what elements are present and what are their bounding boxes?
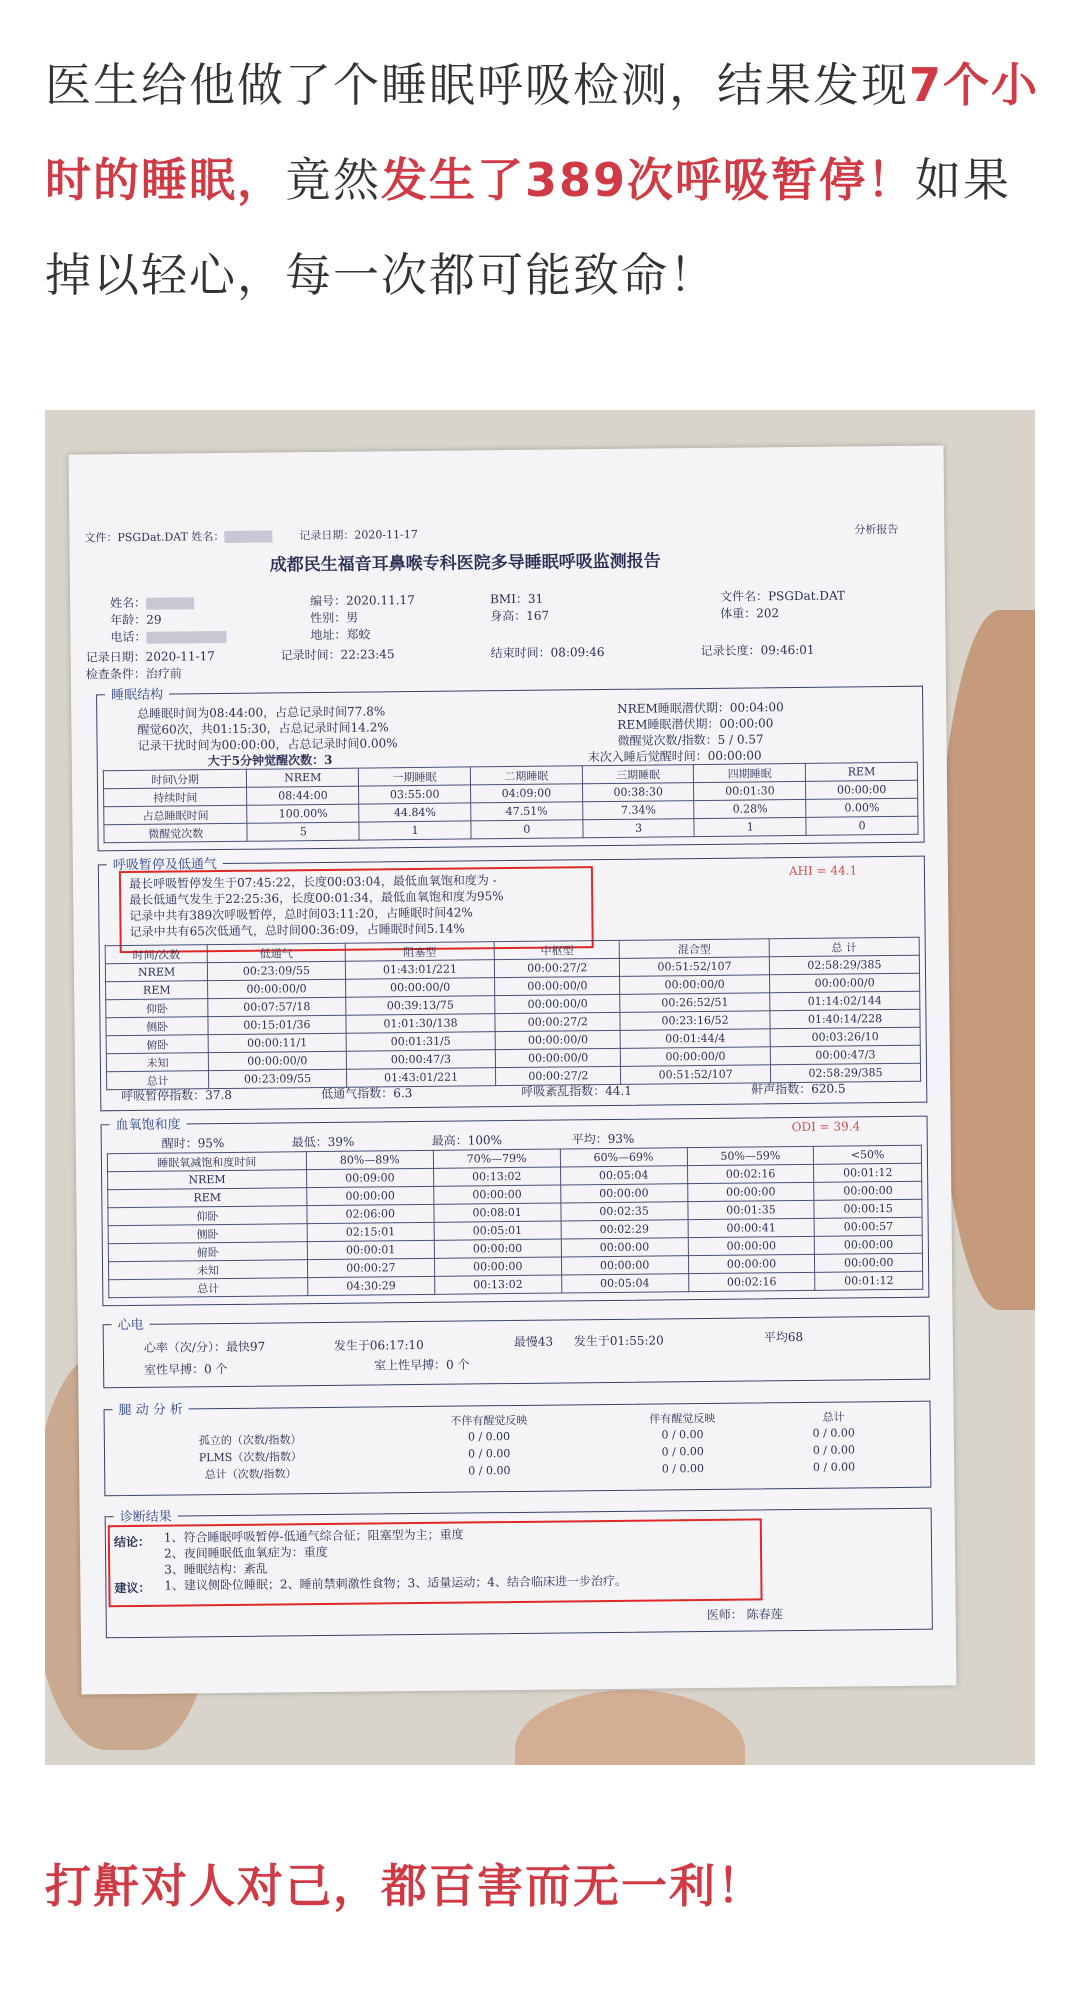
ecg-average: 平均68 xyxy=(763,1329,804,1345)
ecg-section xyxy=(103,1316,931,1389)
oxygen-min: 最低：39% xyxy=(291,1134,355,1150)
advice-label: 建议： xyxy=(114,1580,151,1596)
file-line: 文件：PSGDat.DAT 姓名： xyxy=(84,527,272,545)
table-row: 持续时间 08:44:00 03:55:00 04:09:00 00:38:30 00:01:30 00:00:00 xyxy=(104,780,918,807)
ecg-slowest: 最慢43 xyxy=(513,1334,554,1350)
info-name: 姓名： xyxy=(110,593,194,611)
thumb xyxy=(515,1690,745,1765)
table-row: 仰卧 02:06:00 00:08:01 00:02:35 00:01:35 00:00:15 xyxy=(108,1199,922,1226)
info-rec-time: 记录时间：22:23:45 xyxy=(280,647,395,663)
table-row: PLMS（次数/指数） 0 / 0.00 0 / 0.00 0 / 0.00 xyxy=(198,1443,856,1464)
table-row: 孤立的（次数/指数） 0 / 0.00 0 / 0.00 0 / 0.00 xyxy=(198,1426,855,1447)
diagnosis-label: 诊断结果 xyxy=(114,1506,178,1526)
info-record-date: 记录日期：2020-11-17 xyxy=(85,649,215,665)
record-date-top: 记录日期：2020-11-17 xyxy=(299,527,418,543)
apnea-line: 记录中共有389次呼吸暂停，总时间03:11:20，占睡眠时间42% xyxy=(129,905,473,924)
conclusion-3: 3、睡眠结构：紊乱 xyxy=(164,1561,268,1577)
table-row: 总计（次数/指数） 0 / 0.00 0 / 0.00 0 / 0.00 xyxy=(204,1460,856,1481)
table-row: 俯卧 00:00:11/1 00:01:31/5 00:00:00/0 00:01:44/4 00:03:26/10 xyxy=(106,1027,920,1054)
apnea-index: 呼吸暂停指数：37.8 xyxy=(121,1087,233,1104)
apnea-section xyxy=(98,856,928,1112)
apnea-line: 记录中共有65次低通气，总时间00:36:09，占睡眠时间5.14% xyxy=(129,921,465,940)
odi-value: ODI = 39.4 xyxy=(791,1119,861,1135)
analysis-label: 分析报告 xyxy=(854,522,899,537)
ecg-heart-rate: 心率（次/分）：最快97 xyxy=(143,1339,266,1355)
report-photo xyxy=(45,410,1035,1765)
table-row: 微醒觉次数 5 1 0 3 1 0 xyxy=(104,816,918,843)
table-row: 占总睡眠时间 100.00% 44.84% 47.51% 7.34% 0.28% 0.00% xyxy=(104,798,918,825)
table-row: 侧卧 00:15:01/36 01:01:30/138 00:00:27/2 00:23:16/52 01:40:14/228 xyxy=(106,1009,920,1036)
leg-label: 腿 动 分 析 xyxy=(112,1398,189,1418)
snore-index: 鼾声指数：620.5 xyxy=(751,1081,846,1097)
table-row: REM 00:00:00/0 00:00:00/0 00:00:00/0 00:00:00/0 00:00:00/0 xyxy=(106,973,920,1000)
oxygen-table: 睡眠氧减饱和度时间 80%—89% 70%—79% 60%—69% 50%—59% <50% NREM 00:09:00 00:13:02 00:05:04 00:02:16 00:01:12 REM 00:00:00 00:00:00 00:00:00 00:00:00 00:00:00 仰卧 02:06:00 00:08:01 00:02:35 00:01:35 00:00:15 侧卧 02:15:01 00:05:01 00:02:29 00:00:41 00:00:57 俯卧 00:00:01 00:00:00 00:00:00 00:00:00 00:00:00 未知 00:00:27 00:00:00 00:00:00 00:00:00 00:00:00 总计 04:30:29 00:13:02 00:05:04 00:02:16 00:01:12 xyxy=(107,1145,923,1299)
apnea-table: 时间/次数 低通气 阻塞型 中枢型 混合型 总 计 NREM 00:23:09/55 01:43:01/221 00:00:27/2 00:51:52/107 02:58:29/385 REM 00:00:00/0 00:00:00/0 00:00:00/0 00:00:00/0 00:00:00/0 仰卧 00:07:57/18 00:39:13/75 00:00:00/0 00:26:52/51 01:14:02/144 侧卧 00:15:01/36 01:01:30/138 00:00:27/2 00:23:16/52 01:40:14/228 俯卧 00:00:11/1 00:01:31/5 00:00:00/0 00:01:44/4 00:03:26/10 未知 00:00:00/0 00:00:47/3 00:00:00/0 00:00:00/0 00:00:47/3 总计 00:23:09/55 01:43:01/221 00:00:27/2 00:51:52/107 02:58:29/385 xyxy=(105,937,921,1091)
info-condition: 检查条件：治疗前 xyxy=(85,666,182,682)
headline xyxy=(45,38,1045,323)
apnea-label: 呼吸暂停及低通气 xyxy=(107,853,223,873)
info-end-time: 结束时间：08:09:46 xyxy=(490,645,605,661)
sleep-right: 微醒觉次数/指数：5 / 0.57 xyxy=(617,732,764,748)
table-row: NREM 00:23:09/55 01:43:01/221 00:00:27/2 00:51:52/107 02:58:29/385 xyxy=(105,955,919,982)
ecg-label: 心电 xyxy=(112,1314,150,1333)
headline-highlight-1: 7个小时的睡眠， xyxy=(45,58,1040,207)
ecg-fast-time: 发生于06:17:10 xyxy=(333,1337,424,1353)
conclusion-1: 1、符合睡眠呼吸暂停-低通气综合征；阻塞型为主；重度 xyxy=(163,1527,464,1545)
sleep-line: 醒觉60次，共01:15:30，占总记录时间14.2% xyxy=(137,720,389,737)
report-paper xyxy=(69,445,957,1694)
ecg-sve: 室上性早搏：0 个 xyxy=(374,1357,470,1373)
hypopnea-index: 低通气指数：6.3 xyxy=(321,1086,413,1102)
oxygen-awake: 醒时：95% xyxy=(161,1136,225,1151)
sleep-line: 大于5分钟觉醒次数：3 xyxy=(207,752,333,769)
oxygen-section xyxy=(101,1116,930,1307)
leg-section xyxy=(104,1401,932,1497)
footer-slogan: 打鼾对人对己，都百害而无一利！ xyxy=(45,1859,765,1913)
sleep-line: 记录干扰时间为00:00:00，占总记录时间0.00% xyxy=(137,736,398,753)
oxygen-avg: 平均：93% xyxy=(571,1131,635,1147)
rdi-index: 呼吸紊乱指数：44.1 xyxy=(521,1083,633,1099)
sleep-table: 时间\分期 NREM 一期睡眠 二期睡眠 三期睡眠 四期睡眠 REM 持续时间 08:44:00 03:55:00 04:09:00 00:38:30 00:01:30 00:00:00 占总睡眠时间 100.00% 44.84% 47.51% 7.34% 0.28% 0.00% 微醒觉次数 5 1 0 3 1 0 xyxy=(103,762,919,844)
headline-highlight-2: 发生了389次呼吸暂停！ xyxy=(381,153,916,207)
oxygen-label: 血氧饱和度 xyxy=(109,1113,186,1133)
info-address: 地址：郑蛟 xyxy=(310,627,371,643)
report-title: 成都民生福音耳鼻喉专科医院多导睡眠呼吸监测报告 xyxy=(269,551,661,576)
table-row: 总计 00:23:09/55 01:43:01/221 00:00:27/2 00:51:52/107 02:58:29/385 xyxy=(106,1063,920,1090)
sleep-structure-section xyxy=(96,686,925,852)
table-row: 仰卧 00:07:57/18 00:39:13/75 00:00:00/0 00:26:52/51 01:14:02/144 xyxy=(106,991,920,1018)
apnea-line: 最长低通气发生于22:25:36，长度00:01:34，最低血氧饱和度为95% xyxy=(129,889,504,908)
advice-text: 1、建议侧卧位睡眠；2、睡前禁刺激性食物；3、适量运动；4、结合临床进一步治疗。 xyxy=(164,1573,627,1593)
headline-text-1: 医生给他做了个睡眠呼吸检测，结果发现 xyxy=(45,58,909,112)
oxygen-max: 最高：100% xyxy=(431,1133,503,1148)
info-filename: 文件名：PSGDat.DAT xyxy=(719,588,846,604)
table-row: NREM 00:09:00 00:13:02 00:05:04 00:02:16 00:01:12 xyxy=(108,1163,922,1190)
table-row: 未知 00:00:00/0 00:00:47/3 00:00:00/0 00:00:00/0 00:00:47/3 xyxy=(106,1045,920,1072)
info-gender: 性别：男 xyxy=(310,610,359,626)
sleep-structure-label: 睡眠结构 xyxy=(105,684,169,704)
headline-text-2: 竟然 xyxy=(285,153,381,207)
table-row: 侧卧 02:15:01 00:05:01 00:02:29 00:00:41 00:00:57 xyxy=(108,1217,922,1244)
info-bmi: BMI：31 xyxy=(489,591,544,607)
apnea-line: 最长呼吸暂停发生于07:45:22，长度00:03:04，最低血氧饱和度为 - xyxy=(128,873,497,892)
info-phone: 电话： xyxy=(110,627,226,645)
info-number: 编号：2020.11.17 xyxy=(310,592,415,609)
ahi-value: AHI = 44.1 xyxy=(788,863,858,879)
leg-table: 不伴有醒觉反映 伴有醒觉反映 总计 孤立的（次数/指数） 0 / 0.00 0 / 0.00 0 / 0.00 PLMS（次数/指数） 0 / 0.00 0 / 0.00 0 / 0.00 总计（次数/指数） 0 / 0.00 0 / 0.00 0 / 0.00 xyxy=(115,1407,896,1483)
ecg-slow-time: 发生于01:55:20 xyxy=(573,1333,664,1349)
doctor-name: 医师： 陈春莲 xyxy=(706,1607,783,1622)
diagnosis-section xyxy=(105,1508,933,1639)
table-row: 总计 04:30:29 00:13:02 00:05:04 00:02:16 00:01:12 xyxy=(109,1271,923,1298)
table-row: 俯卧 00:00:01 00:00:00 00:00:00 00:00:00 00:00:00 xyxy=(108,1235,922,1262)
info-weight: 体重：202 xyxy=(720,606,780,621)
sleep-right: 末次入睡后觉醒时间：00:00:00 xyxy=(587,748,762,765)
table-row: 未知 00:00:27 00:00:00 00:00:00 00:00:00 00:00:00 xyxy=(108,1253,922,1280)
info-age: 年龄：29 xyxy=(110,612,162,628)
headline-text-3: 如果掉以轻心，每一次都可能致命！ xyxy=(45,153,1012,302)
sleep-line: 总睡眠时间为08:44:00，占总记录时间77.8% xyxy=(137,704,386,721)
table-row: REM 00:00:00 00:00:00 00:00:00 00:00:00 00:00:00 xyxy=(108,1181,922,1208)
ecg-pvc: 室性早搏：0 个 xyxy=(144,1362,228,1377)
sleep-right: REM睡眠潜伏期：00:00:00 xyxy=(617,716,774,732)
info-length: 记录长度：09:46:01 xyxy=(700,642,815,659)
conclusion-label: 结论： xyxy=(113,1534,151,1550)
conclusion-2: 2、夜间睡眠低血氧症为：重度 xyxy=(163,1544,328,1561)
sleep-right: NREM睡眠潜伏期：00:04:00 xyxy=(617,700,784,716)
info-height: 身高：167 xyxy=(490,608,550,624)
